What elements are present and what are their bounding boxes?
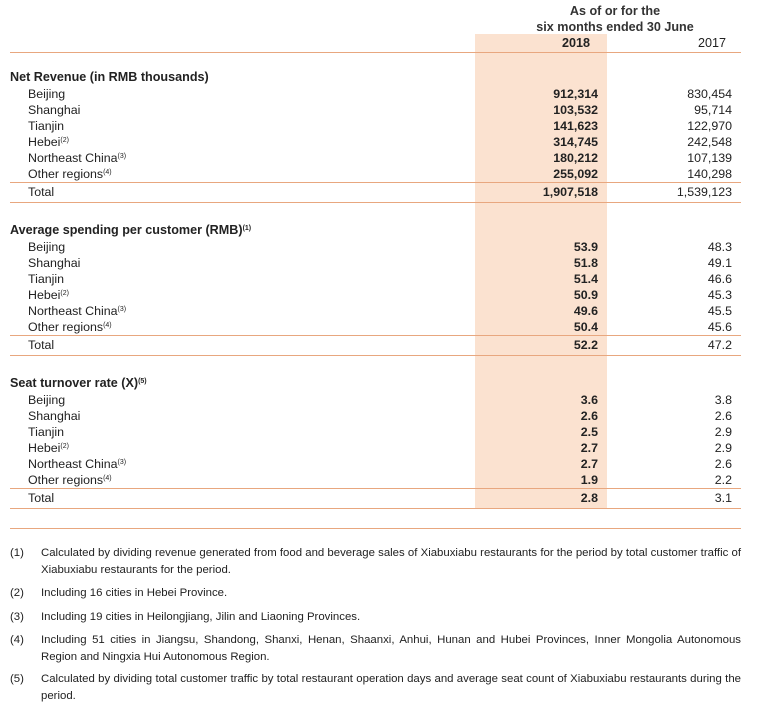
table-row: Tianjin 51.4 46.6 xyxy=(28,272,732,286)
table-row: Hebei$^{(2)}$ 314,745 242,548 xyxy=(28,135,732,149)
total-row: Total 1,907,518 1,539,123 xyxy=(28,185,732,199)
footnote-2: (2) Including 16 cities in Hebei Province. xyxy=(10,587,228,599)
table-row: Beijing 53.9 48.3 xyxy=(28,240,732,254)
total-rule-top xyxy=(10,335,741,336)
table-row: Other regions$^{(4)}$ 50.4 45.6 xyxy=(28,320,732,334)
table-row: Hebei$^{(2)}$ 50.9 45.3 xyxy=(28,288,732,302)
table-row: Northeast China$^{(3)}$ 2.7 2.6 xyxy=(28,457,732,471)
table-row: Northeast China$^{(3)}$ 180,212 107,139 xyxy=(28,151,732,165)
table-row: Shanghai 103,532 95,714 xyxy=(28,103,732,117)
header-line-2: six months ended 30 June xyxy=(536,20,694,34)
table-row: Other regions$^{(4)}$ 255,092 140,298 xyxy=(28,167,732,181)
year-2018-header: 2018 xyxy=(562,36,591,50)
table-row: Shanghai 51.8 49.1 xyxy=(28,256,732,270)
footnote-4: (4) Including 51 cities in Jiangsu, Shandong, Shanxi, Henan, Shaanxi, Anhui, Hunan and Hubei Provinces, Inner Mongolia Autonomous Region and Ningxia Hui Autonomous Region. xyxy=(10,634,741,663)
total-row: Total 52.2 47.2 xyxy=(28,338,732,352)
total-rule-bottom xyxy=(10,355,741,356)
total-rule-bottom xyxy=(10,508,741,509)
section-title-net-revenue: Net Revenue (in RMB thousands) xyxy=(10,70,209,84)
total-rule-bottom xyxy=(10,202,741,203)
footnotes-rule xyxy=(10,528,741,529)
table-row: Other regions$^{(4)}$ 1.9 2.2 xyxy=(28,473,732,487)
footnote-5: (5) Calculated by dividing total customer traffic by total restaurant operation days and average seat count of Xiabuxiabu restaurants during the period. xyxy=(10,673,741,702)
table-row: Beijing 912,314 830,454 xyxy=(28,87,732,101)
total-rule-top xyxy=(10,182,741,183)
table-row: Tianjin 2.5 2.9 xyxy=(28,425,732,439)
header-line-1: As of or for the xyxy=(569,4,661,18)
table-row: Northeast China$^{(3)}$ 49.6 45.5 xyxy=(28,304,732,318)
header-rule xyxy=(10,52,741,53)
table-row: Beijing 3.6 3.8 xyxy=(28,393,732,407)
footnote-1: (1) Calculated by dividing revenue generated from food and beverage sales of Xiabuxiabu restaurants for the period by total customer traffic of Xiabuxiabu restaurants for the period. xyxy=(10,547,741,576)
table-row: Tianjin 141,623 122,970 xyxy=(28,119,732,133)
table-row: Hebei$^{(2)}$ 2.7 2.9 xyxy=(28,441,732,455)
total-row: Total 2.8 3.1 xyxy=(28,491,732,505)
footnote-3: (3) Including 19 cities in Heilongjiang, Jilin and Liaoning Provinces. xyxy=(10,611,361,623)
year-2017-header: 2017 xyxy=(698,36,727,50)
table-row: Shanghai 2.6 2.6 xyxy=(28,409,732,423)
total-rule-top xyxy=(10,488,741,489)
section-title-avg-spending: Average spending per customer (RMB)$^{(1)}$ xyxy=(10,223,252,237)
section-title-seat-turnover: Seat turnover rate $(X)^{(5)}$ xyxy=(10,376,147,390)
